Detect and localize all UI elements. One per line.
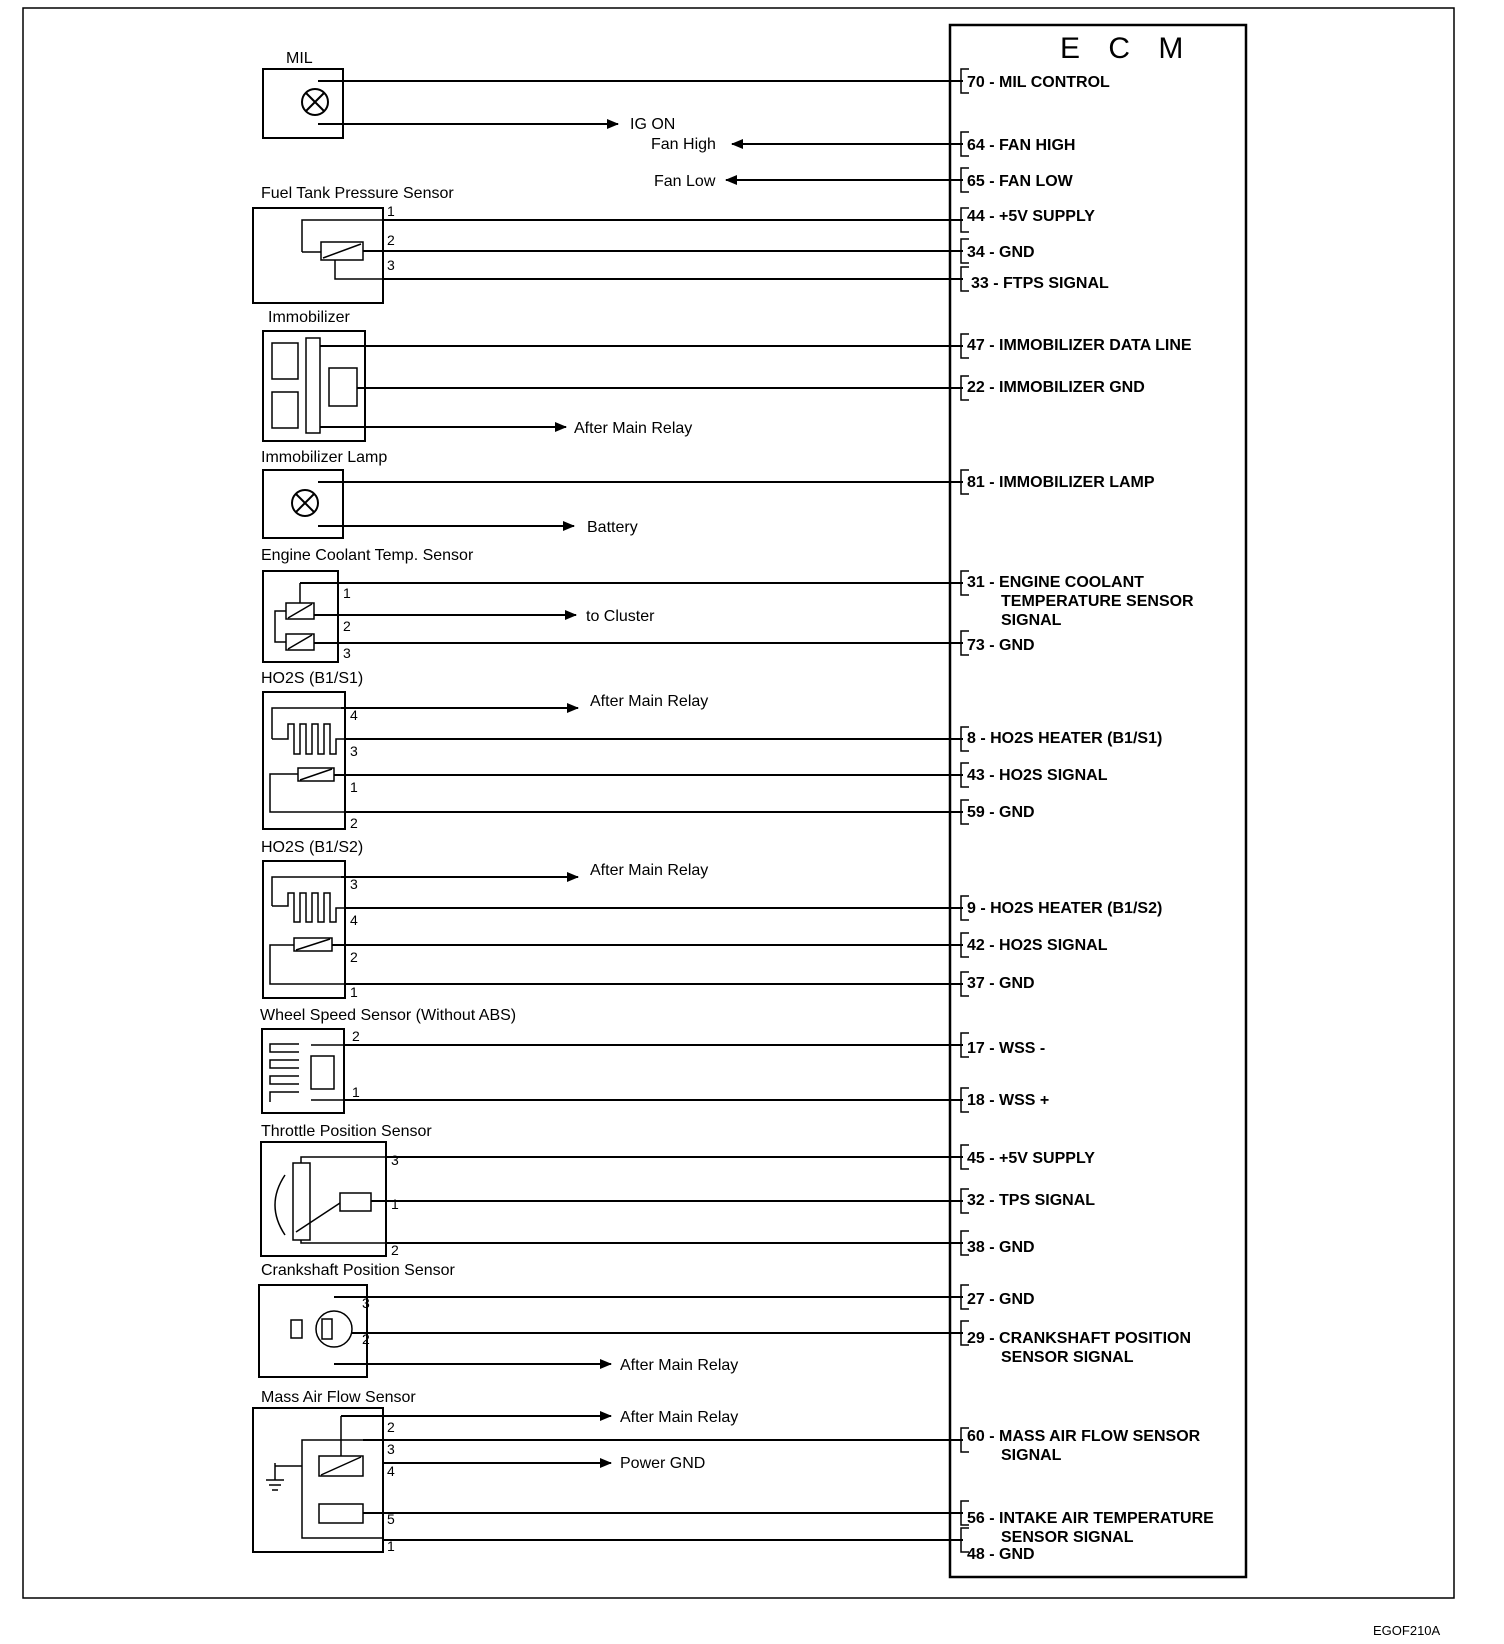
label-ftps: Fuel Tank Pressure Sensor: [261, 185, 454, 202]
pin-number: 3: [350, 743, 358, 759]
ecm-pin-73: 73 - GND: [967, 637, 1035, 654]
pin-number: 3: [350, 876, 358, 892]
ecm-pin-22: 22 - IMMOBILIZER GND: [967, 379, 1145, 396]
ecm-pin-18: 18 - WSS +: [967, 1092, 1050, 1109]
ecm-pin-27: 27 - GND: [967, 1291, 1035, 1308]
ecm-pin-33: 33 - FTPS SIGNAL: [971, 275, 1109, 292]
pin-number: 2: [343, 618, 351, 634]
ecm-pin-8: 8 - HO2S HEATER (B1/S1): [967, 730, 1163, 747]
wheel-speed-icon: [270, 1044, 344, 1102]
ecm-pin-65: 65 - FAN LOW: [967, 173, 1073, 190]
pin-number: 3: [343, 645, 351, 661]
pin-number: 1: [352, 1084, 360, 1100]
pin-number: 3: [387, 257, 395, 273]
pin-number: 2: [391, 1242, 399, 1258]
label-maf-after-main-relay: After Main Relay: [620, 1409, 739, 1426]
pin-number: 1: [350, 779, 358, 795]
ground-icon: [266, 1463, 284, 1490]
label-battery: Battery: [587, 519, 638, 536]
label-ig-on: IG ON: [630, 116, 676, 133]
ecm-pin-37: 37 - GND: [967, 975, 1035, 992]
pin-number: 2: [387, 232, 395, 248]
immobilizer-icon: [272, 338, 357, 433]
pin-number: 2: [350, 815, 358, 831]
thermistor-icon: [275, 583, 314, 650]
pin-number: 4: [387, 1463, 395, 1479]
label-ect: Engine Coolant Temp. Sensor: [261, 547, 474, 564]
ecm-pin-59: 59 - GND: [967, 804, 1035, 821]
label-maf: Mass Air Flow Sensor: [261, 1389, 416, 1406]
ecm-pin-31-line3: SIGNAL: [1001, 612, 1062, 629]
ecm-pin-64: 64 - FAN HIGH: [967, 137, 1076, 154]
label-ckp-after-main-relay: After Main Relay: [620, 1357, 739, 1374]
ecm-pin-47: 47 - IMMOBILIZER DATA LINE: [967, 337, 1192, 354]
pin-number: 1: [387, 1538, 395, 1554]
label-wss: Wheel Speed Sensor (Without ABS): [260, 1007, 517, 1024]
pin-number: 4: [350, 912, 358, 928]
label-ho2s2-after-main-relay: After Main Relay: [590, 862, 709, 879]
heater-icon: [270, 877, 345, 984]
ecm-pin-9: 9 - HO2S HEATER (B1/S2): [967, 900, 1163, 917]
label-power-gnd: Power GND: [620, 1455, 706, 1472]
pin-number: 2: [362, 1331, 370, 1347]
ecm-pin-43: 43 - HO2S SIGNAL: [967, 767, 1108, 784]
pin-number: 2: [387, 1419, 395, 1435]
immobilizer-box: [263, 331, 365, 441]
figure-code: EGOF210A: [1373, 1623, 1441, 1638]
pin-number: 4: [350, 707, 358, 723]
ecm-pin-56-line2: SENSOR SIGNAL: [1001, 1529, 1134, 1546]
ecm-pin-31-line1: 31 - ENGINE COOLANT: [967, 574, 1144, 591]
pin-number: 2: [350, 949, 358, 965]
ecm-pin-81: 81 - IMMOBILIZER LAMP: [967, 474, 1155, 491]
pin-number: 2: [352, 1028, 360, 1044]
ecm-title: E C M: [1060, 32, 1194, 65]
potentiometer-icon: [275, 1157, 386, 1243]
tps-box: [261, 1142, 386, 1256]
ho2s-b1s2-box: [263, 861, 345, 998]
ecm-pin-29-line2: SENSOR SIGNAL: [1001, 1349, 1134, 1366]
lamp-icon: [292, 490, 318, 516]
ecm-pin-44: 44 - +5V SUPPLY: [967, 208, 1095, 225]
ecm-pin-29-line1: 29 - CRANKSHAFT POSITION: [967, 1330, 1192, 1347]
ecm-pin-48: 48 - GND: [967, 1546, 1035, 1563]
ecm-pin-60-line1: 60 - MASS AIR FLOW SENSOR: [967, 1428, 1201, 1445]
label-ho2s1-after-main-relay: After Main Relay: [590, 693, 709, 710]
ecm-pin-31-line2: TEMPERATURE SENSOR: [1001, 593, 1194, 610]
pin-number: 1: [350, 984, 358, 1000]
ecm-pin-34: 34 - GND: [967, 244, 1035, 261]
maf-sensor-icon: [302, 1440, 383, 1538]
ecm-pin-17: 17 - WSS -: [967, 1040, 1046, 1057]
pin-number: 3: [362, 1295, 370, 1311]
ecm-pin-42: 42 - HO2S SIGNAL: [967, 937, 1108, 954]
crankshaft-sensor-icon: [291, 1311, 352, 1347]
pin-number: 1: [387, 203, 395, 219]
label-immobilizer-lamp: Immobilizer Lamp: [261, 449, 388, 466]
ho2s-b1s1-box: [263, 692, 345, 829]
ecm-pin-60-line2: SIGNAL: [1001, 1447, 1062, 1464]
pressure-sensor-icon: [302, 220, 383, 279]
pin-number: 3: [391, 1152, 399, 1168]
ecm-pin-70: 70 - MIL CONTROL: [967, 74, 1110, 91]
label-mil: MIL: [286, 50, 313, 67]
label-ho2s-b1s1: HO2S (B1/S1): [261, 670, 364, 687]
label-fan-high: Fan High: [651, 136, 716, 153]
diagram-frame: [23, 8, 1454, 1598]
ecm-pin-45: 45 - +5V SUPPLY: [967, 1150, 1095, 1167]
pin-number: 3: [387, 1441, 395, 1457]
ecm-pin-32: 32 - TPS SIGNAL: [967, 1192, 1096, 1209]
label-immobilizer: Immobilizer: [268, 309, 350, 326]
ecm-pin-38: 38 - GND: [967, 1239, 1035, 1256]
label-ckp: Crankshaft Position Sensor: [261, 1262, 455, 1279]
label-tps: Throttle Position Sensor: [261, 1123, 432, 1140]
label-ho2s-b1s2: HO2S (B1/S2): [261, 839, 364, 856]
pin-number: 5: [387, 1511, 395, 1527]
ecm-pin-56-line1: 56 - INTAKE AIR TEMPERATURE: [967, 1510, 1214, 1527]
heater-icon: [270, 708, 345, 812]
label-fan-low: Fan Low: [654, 173, 716, 190]
pin-number: 1: [391, 1196, 399, 1212]
label-to-cluster: to Cluster: [586, 608, 655, 625]
lamp-icon: [302, 89, 328, 115]
pin-number: 1: [343, 585, 351, 601]
label-immobilizer-after-main-relay: After Main Relay: [574, 420, 693, 437]
